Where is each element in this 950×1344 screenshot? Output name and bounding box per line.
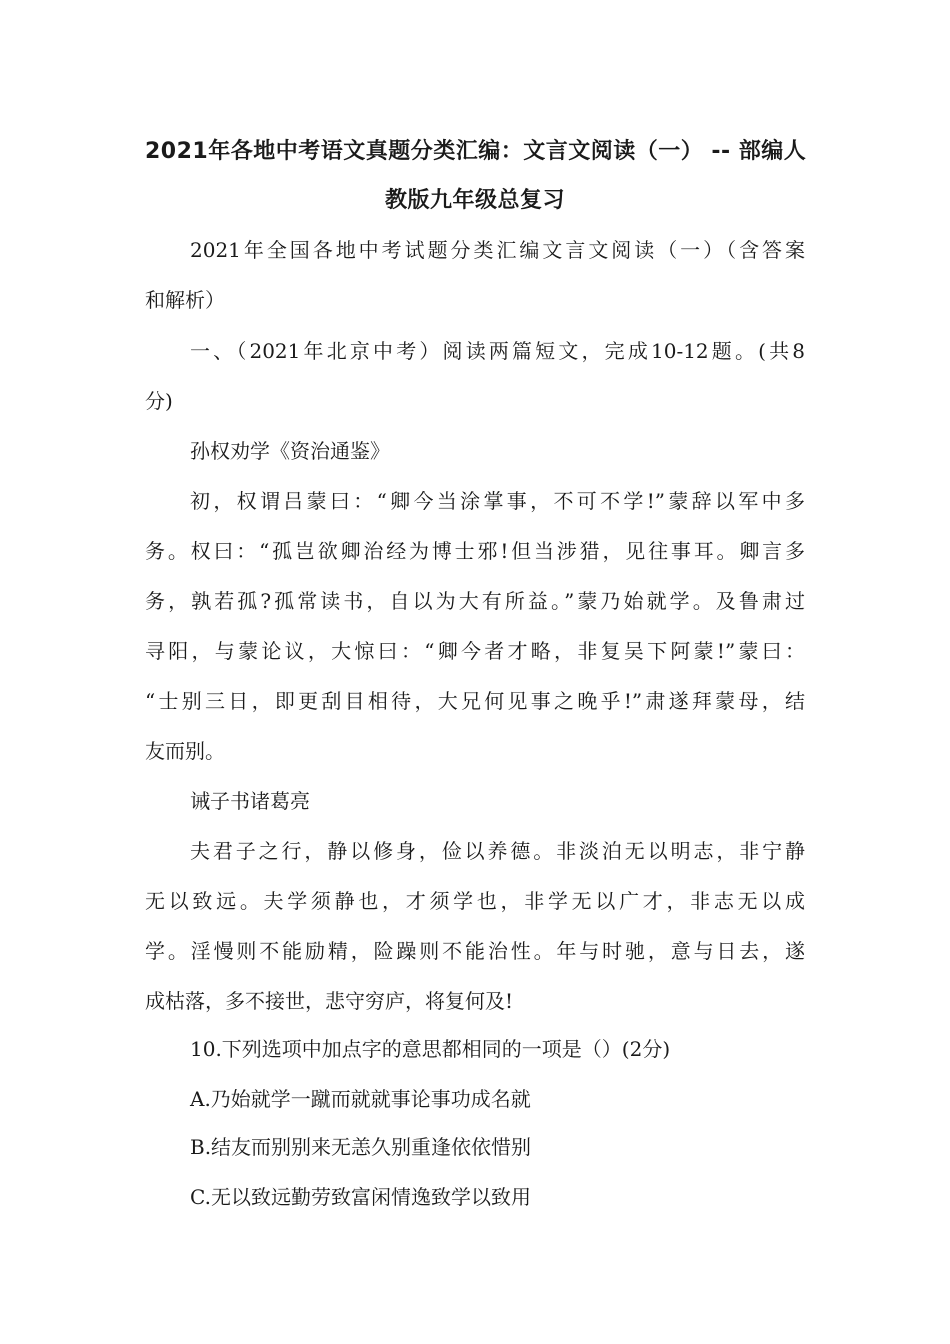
passage-1-line-6: 友而别。 <box>145 739 225 763</box>
question-10: 10.下列选项中加点字的意思都相同的一项是（）(2分) <box>190 1037 671 1061</box>
option-a: A.乃始就学一蹴而就就事论事功成名就 <box>190 1087 531 1111</box>
passage-2-line-3: 学。淫慢则不能励精，险躁则不能治性。年与时驰，意与日去，遂 <box>145 939 805 963</box>
passage-1-title: 孙权劝学《资治通鉴》 <box>190 439 390 463</box>
passage-1-line-2: 务。权曰：“孤岂欲卿治经为博士邪!但当涉猎，见往事耳。卿言多 <box>145 539 805 563</box>
document-title-line-2: 教版九年级总复习 <box>384 188 565 213</box>
passage-1-line-3: 务，孰若孤?孤常读书，自以为大有所益。”蒙乃始就学。及鲁肃过 <box>145 589 805 613</box>
passage-1-line-4: 寻阳，与蒙论议，大惊曰：“卿今者才略，非复吴下阿蒙!”蒙曰： <box>145 639 805 663</box>
passage-1-line-5: “士别三日，即更刮目相待，大兄何见事之晚乎!”肃遂拜蒙母，结 <box>145 689 805 713</box>
intro-line-1: 2021年全国各地中考试题分类汇编文言文阅读（一）（含答案 <box>190 238 805 262</box>
section-heading-line-2: 分) <box>145 389 173 413</box>
option-b: B.结友而别别来无恙久别重逢依依惜别 <box>190 1135 532 1159</box>
document-title-line-1: 2021年各地中考语文真题分类汇编：文言文阅读（一） -- 部编人 <box>145 139 807 164</box>
passage-2-title: 诫子书诸葛亮 <box>190 789 310 813</box>
passage-1-line-1: 初，权谓吕蒙曰：“卿今当涂掌事，不可不学!”蒙辞以军中多 <box>190 489 805 513</box>
option-c: C.无以致远勤劳致富闲情逸致学以致用 <box>190 1185 531 1209</box>
intro-line-2: 和解析） <box>145 288 225 312</box>
passage-2-line-2: 无以致远。夫学须静也，才须学也，非学无以广才，非志无以成 <box>145 889 805 913</box>
section-heading-line-1: 一、（2021年北京中考）阅读两篇短文，完成10-12题。(共8 <box>190 339 805 363</box>
passage-2-line-4: 成枯落，多不接世，悲守穷庐，将复何及! <box>145 989 514 1013</box>
passage-2-line-1: 夫君子之行，静以修身，俭以养德。非淡泊无以明志，非宁静 <box>190 839 805 863</box>
